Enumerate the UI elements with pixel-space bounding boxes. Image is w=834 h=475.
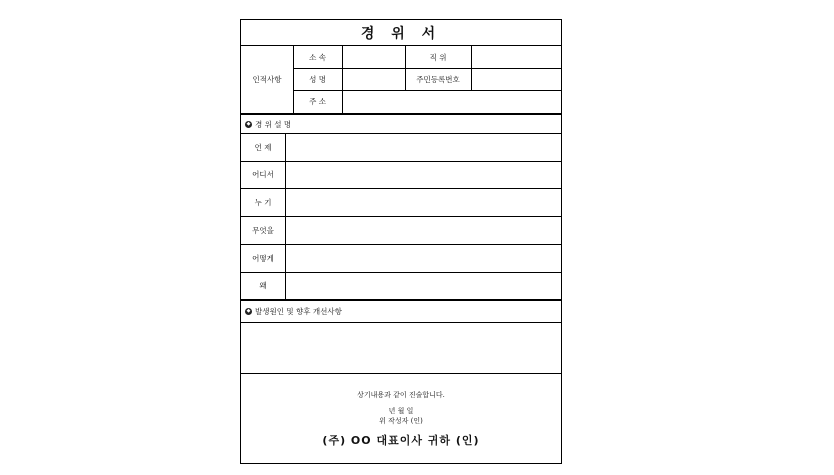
section-cause-label: 발생원인 및 향후 개선사항	[255, 306, 342, 316]
section-cause-header	[241, 301, 561, 321]
row-field-when[interactable]	[285, 133, 561, 161]
resident-no-field[interactable]	[471, 68, 561, 90]
form-title: 경 위 서	[241, 20, 561, 46]
row-field-what[interactable]	[285, 216, 561, 244]
bullet-icon: ◆	[246, 307, 251, 314]
row-label-where: 어디서	[252, 170, 274, 179]
name-field[interactable]	[342, 68, 405, 90]
date-line: 년 월 일	[388, 407, 414, 415]
row-field-how[interactable]	[285, 244, 561, 272]
row-label-what: 무엇을	[252, 225, 274, 235]
row-label-when: 언 제	[254, 142, 272, 152]
position-field[interactable]	[471, 46, 561, 68]
section-circumstances-label: 경 위 설 명	[255, 119, 292, 129]
addressee-line: (주) OO 대표이사 귀하 (인)	[322, 434, 480, 447]
affiliation-label: 소 속	[309, 52, 326, 62]
writer-line: 위 작성자 (인)	[379, 417, 423, 425]
row-field-why[interactable]	[285, 272, 561, 299]
row-field-who[interactable]	[285, 188, 561, 216]
affiliation-field[interactable]	[342, 46, 405, 68]
address-label: 주 소	[309, 97, 326, 106]
name-label: 성 명	[309, 74, 326, 84]
cause-field[interactable]	[241, 322, 561, 373]
resident-no-label: 주민등록번호	[416, 74, 460, 84]
personal-info-label: 인적사항	[252, 75, 282, 84]
row-label-how: 어떻게	[252, 253, 274, 263]
row-field-where[interactable]	[285, 161, 561, 188]
statement-form	[240, 19, 562, 464]
statement-text: 상기내용과 같이 진술합니다.	[357, 391, 445, 399]
section-circumstances-header	[241, 115, 561, 133]
row-label-why: 왜	[259, 281, 267, 290]
address-field[interactable]	[342, 90, 561, 113]
row-label-who: 누 기	[254, 197, 272, 207]
position-label: 직 위	[429, 52, 447, 62]
bullet-icon: ◆	[246, 120, 251, 127]
